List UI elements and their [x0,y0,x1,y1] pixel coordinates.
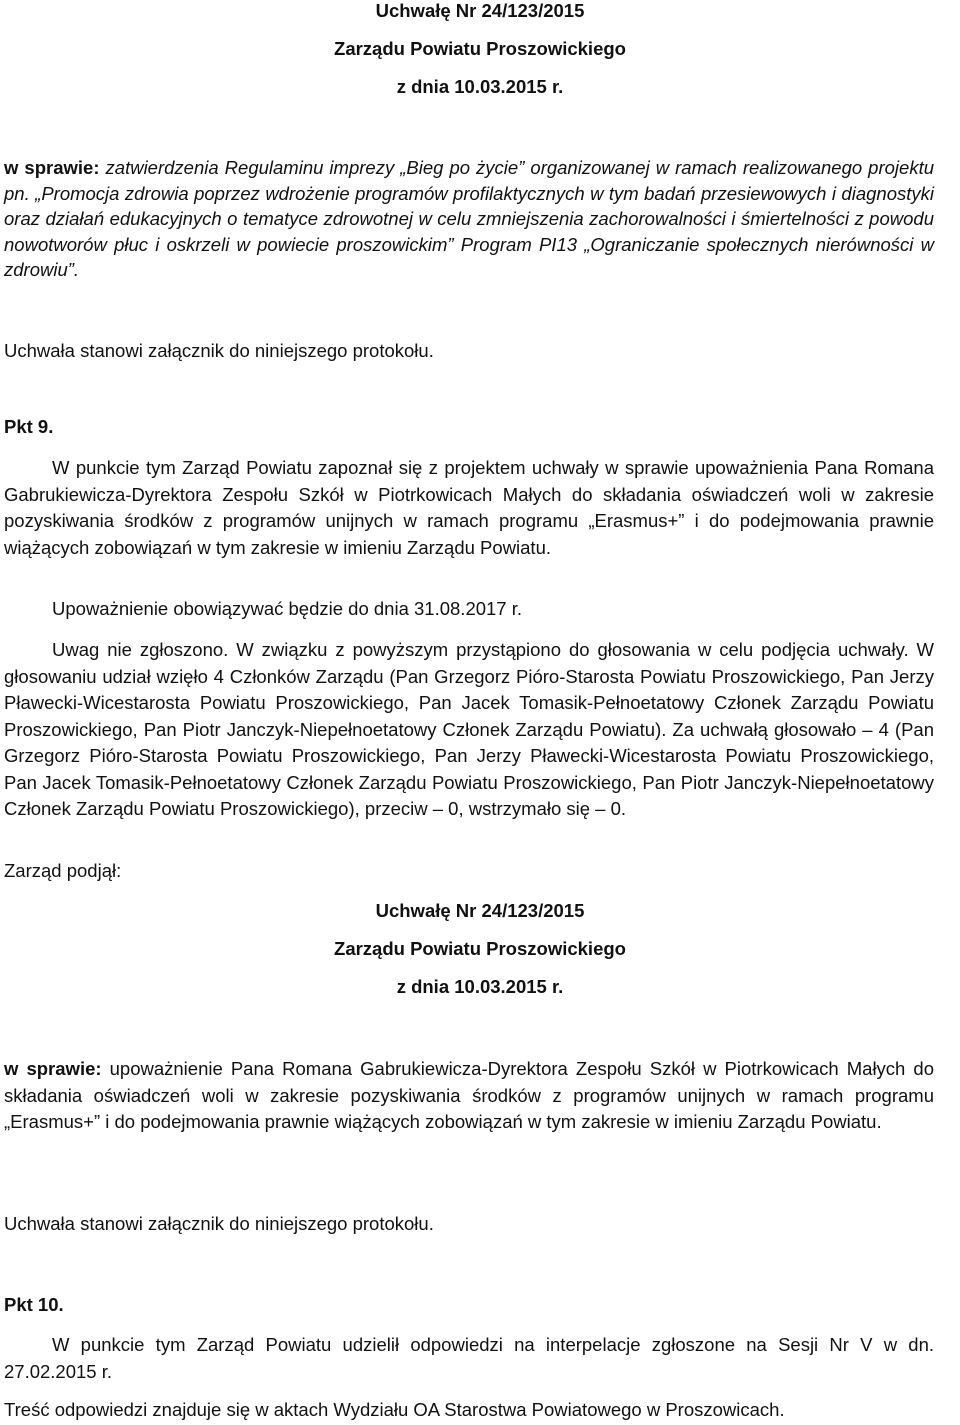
pkt10-paragraph-2: Treść odpowiedzi znajduje się w aktach Wydziału OA Starostwa Powiatowego w Proszowicach. [4,1399,785,1420]
pkt10-paragraph-1-text: W punkcie tym Zarząd Powiatu udzielił odpowiedzi na interpelacje zgłoszone na Sesji Nr V w dn. 27.02.2015 r. [4,1334,934,1382]
resolution-2-title: Uchwałę Nr 24/123/2015 [375,900,585,921]
resolution-1-org: Zarządu Powiatu Proszowickiego [334,38,626,59]
resolution-1-title: Uchwałę Nr 24/123/2015 [375,0,585,21]
pkt9-decision: Zarząd podjął: [4,860,122,881]
resolution-2-subject-text: upoważnienie Pana Romana Gabrukiewicza-Dyrektora Zespołu Szkół w Piotrkowicach Małych do składania oświadczeń woli w zakresie pozyskiwania środków z programów unijnych w ramach programu „Erasmus+” i do podejmowania prawnie wiążących zobowiązań w tym zakresie w imieniu Zarządu Powiatu. [4,1058,935,1132]
resolution-1-attachment-note: Uchwała stanowi załącznik do niniejszego protokołu. [4,340,434,361]
resolution-1-subject-label: w sprawie: [4,157,100,178]
pkt9-paragraph-2: Upoważnienie obowiązywać będzie do dnia 31.08.2017 r. [52,598,523,619]
resolution-1-subject-text: zatwierdzenia Regulaminu imprezy „Bieg po życie” organizowanej w ramach realizowanego projektu pn. „Promocja zdrowia poprzez wdrożenie programów profilaktycznych w tym badań przesiewowych i diagnostyki oraz działań edukacyjnych o tematyce zdrowotnej w celu zmniejszenia zachorowalności i śmiertelności z powodu nowotworów płuc i oskrzeli w powiecie proszowickim” Program PI13 „Ograniczanie społecznych nierówności w zdrowiu”. [4,157,935,281]
pkt9-paragraph-3-text: Uwag nie zgłoszono. W związku z powyższym przystąpiono do głosowania w celu podjęcia uchwały. W głosowaniu udział wzięło 4 Członków Zarządu (Pan Grzegorz Pióro-Starosta Powiatu Proszowickiego, Pan Jerzy Pławecki-Wicestarosta Powiatu Proszowickiego, Pan Jacek Tomasik-Pełnoetatowy Członek Zarządu Powiatu Proszowickiego, Pan Piotr Janczyk-Niepełnoetatowy Członek Zarządu Powiatu). Za uchwałą głosowało – 4 (Pan Grzegorz Pióro-Starosta Powiatu Proszowickiego, Pan Jerzy Pławecki-Wicestarosta Powiatu Proszowickiego, Pan Jacek Tomasik-Pełnoetatowy Członek Zarządu Powiatu Proszowickiego, Pan Piotr Janczyk-Niepełnoetatowy Członek Zarządu Powiatu Proszowickiego), przeciw – 0, wstrzymało się – 0. [4,639,934,819]
pkt9-paragraph-1-text: W punkcie tym Zarząd Powiatu zapoznał się z projektem uchwały w sprawie upoważnienia Pana Romana Gabrukiewicza-Dyrektora Zespołu Szkół w Piotrkowicach Małych do składania oświadczeń woli w zakresie pozyskiwania środków z programów unijnych w ramach programu „Erasmus+” i do podejmowania prawnie wiążących zobowiązań w tym zakresie w imieniu Zarządu Powiatu. [4,457,934,558]
pkt9-heading: Pkt 9. [4,416,54,437]
resolution-2-subject [4,1056,934,1136]
resolution-2-subject-label: w sprawie: [4,1058,102,1079]
resolution-2-date: z dnia 10.03.2015 r. [396,976,564,997]
pkt9-paragraph-1 [4,455,934,561]
resolution-2-org: Zarządu Powiatu Proszowickiego [334,938,626,959]
pkt10-heading: Pkt 10. [4,1294,64,1315]
resolution-1-subject [4,155,934,283]
pkt10-paragraph-1 [4,1332,934,1385]
pkt9-paragraph-3 [4,637,934,823]
resolution-1-date: z dnia 10.03.2015 r. [396,76,564,97]
resolution-2-attachment-note: Uchwała stanowi załącznik do niniejszego protokołu. [4,1213,434,1234]
